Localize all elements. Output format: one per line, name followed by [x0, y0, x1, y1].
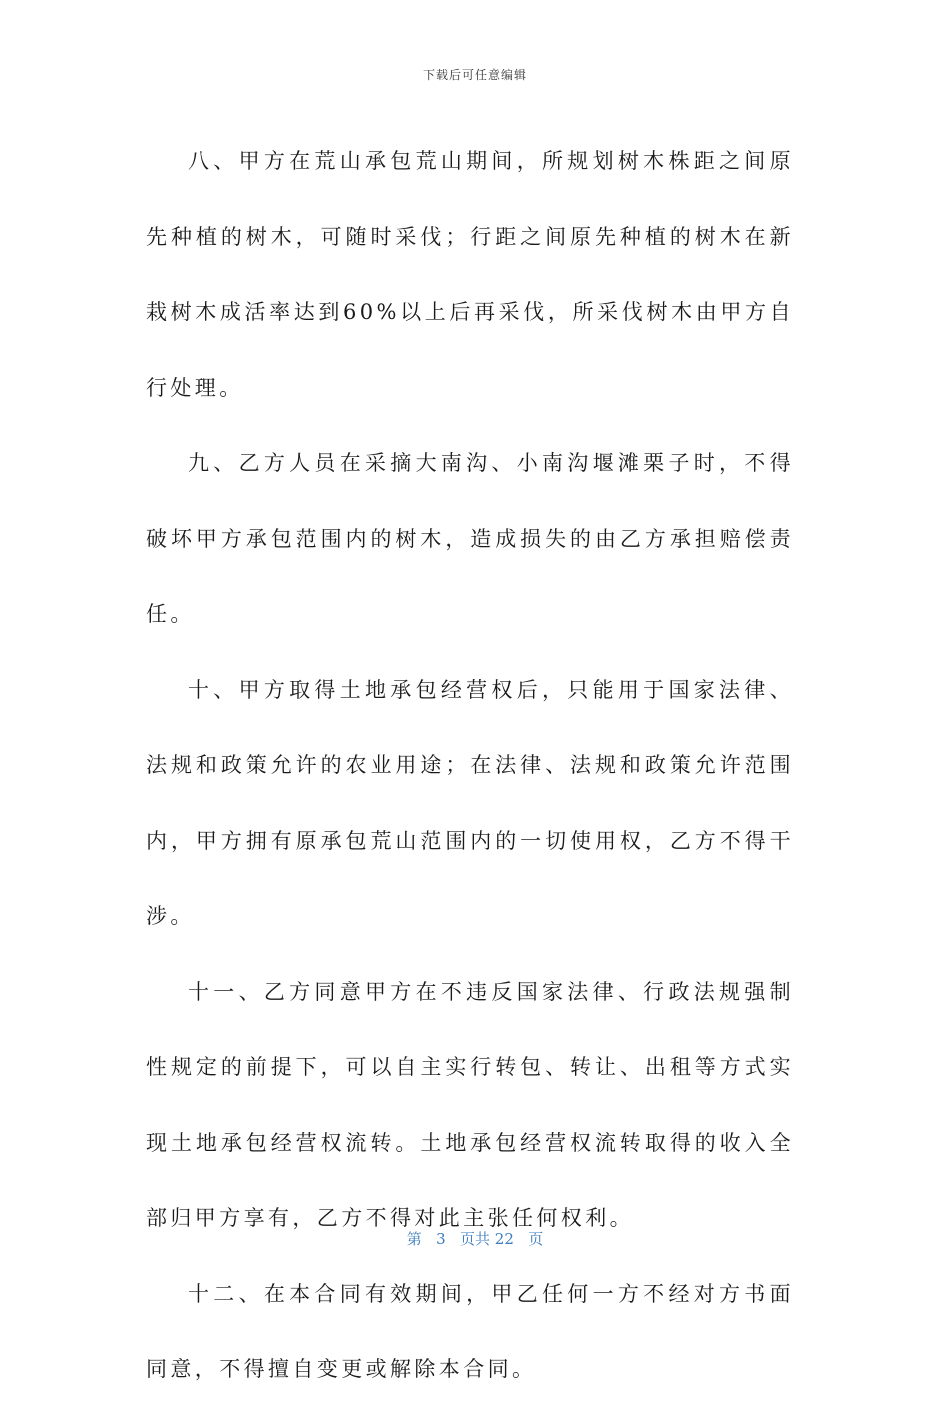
current-page-number: 3 [436, 1230, 446, 1248]
clause-10: 十、甲方取得土地承包经营权后，只能用于国家法律、法规和政策允许的农业用途；在法律、法规和政策允许范围内，甲方拥有原承包荒山范围内的一切使用权，乙方不得干涉。 [146, 677, 794, 928]
clause-9: 九、乙方人员在采摘大南沟、小南沟堰滩栗子时，不得破坏甲方承包范围内的树木，造成损失的由乙方承担赔偿责任。 [146, 451, 794, 626]
page-header: 下载后可任意编辑 [422, 68, 527, 82]
footer-suffix: 页 [528, 1230, 544, 1248]
clause-11: 十一、乙方同意甲方在不违反国家法律、行政法规强制性规定的前提下，可以自主实行转包、转让、出租等方式实现土地承包经营权流转。土地承包经营权流转取得的收入全部归甲方享有，乙方不得对此主张任何权利。 [146, 979, 794, 1230]
footer-prefix: 第 [406, 1230, 422, 1248]
clause-12: 十二、在本合同有效期间，甲乙任何一方不经对方书面同意，不得擅自变更或解除本合同。 [146, 1281, 794, 1381]
page-footer [0, 1228, 950, 1249]
document-body [146, 124, 794, 1408]
total-pages-number: 22 [494, 1230, 514, 1248]
clause-8: 八、甲方在荒山承包荒山期间，所规划树木株距之间原先种植的树木，可随时采伐；行距之间原先种植的树木在新栽树木成活率达到60%以上后再采伐，所采伐树木由甲方自行处理。 [146, 149, 794, 400]
footer-middle: 页共 [459, 1230, 490, 1248]
